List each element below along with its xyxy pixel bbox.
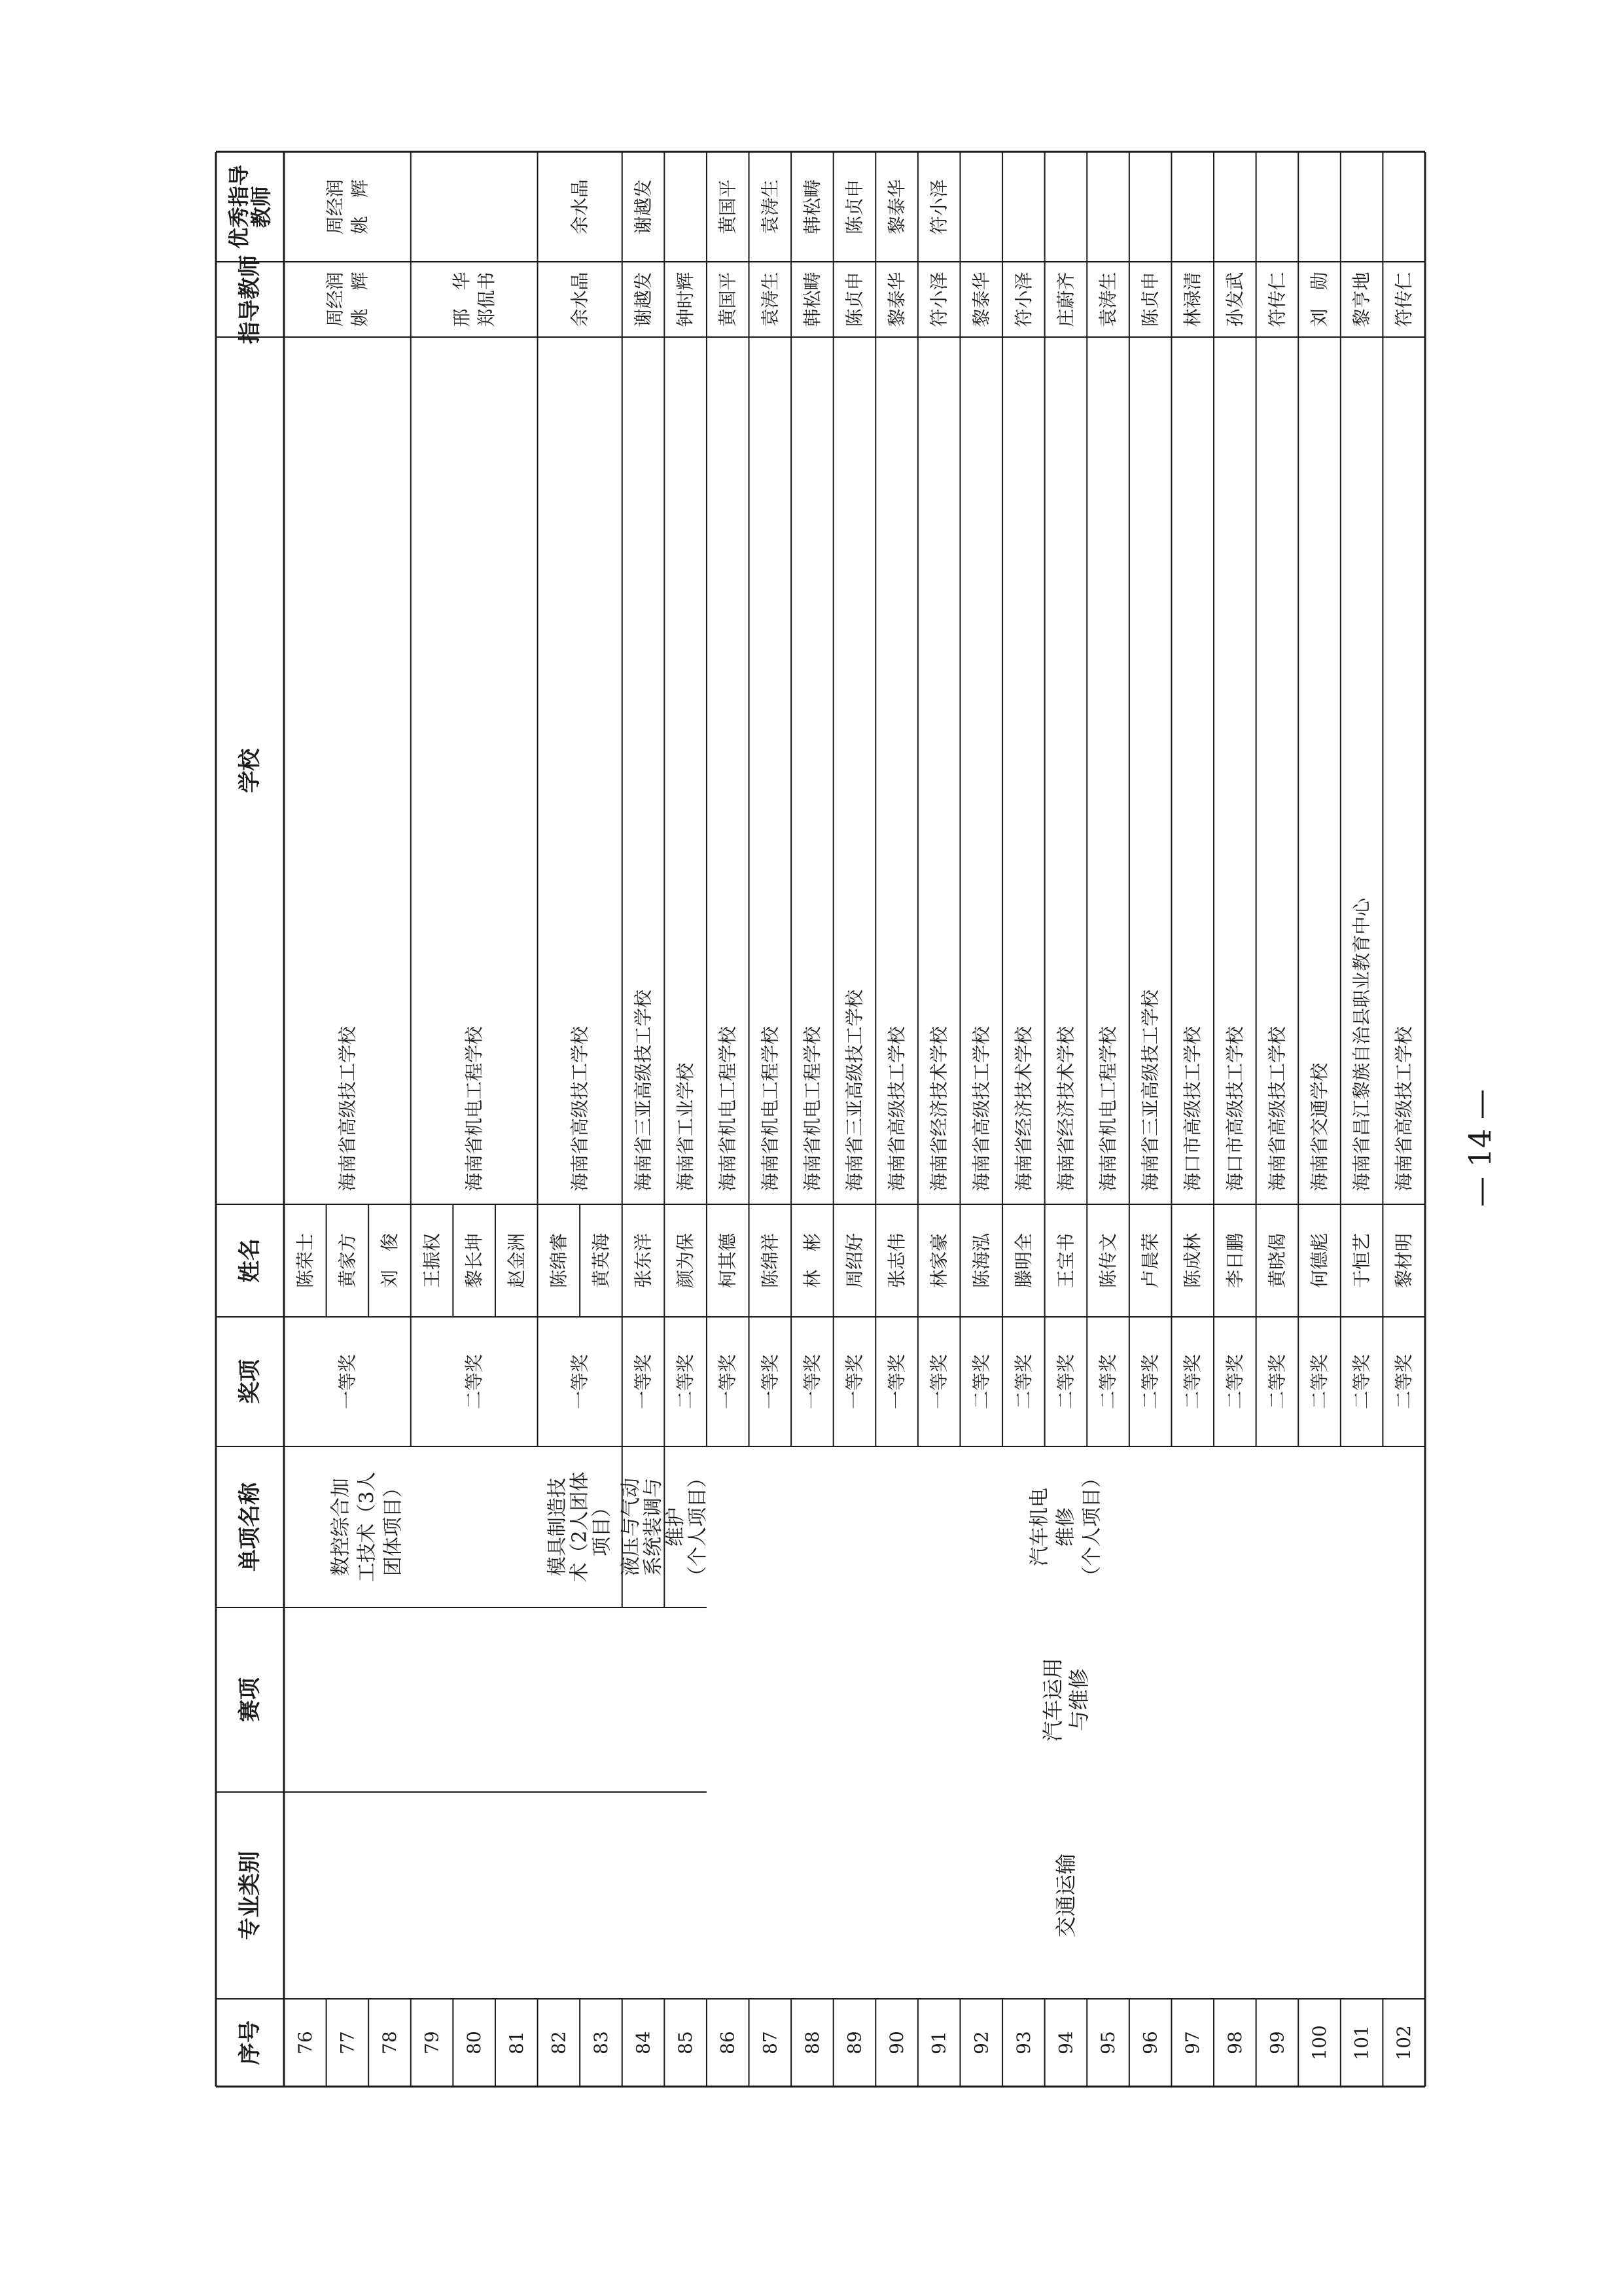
item-name-hydraulic: 维护 [663, 1507, 687, 1547]
school-name: 海南省机电工程学校 [759, 1026, 781, 1191]
item-name-hydraulic: 系统装调与 [641, 1478, 665, 1576]
team-excellent-teacher: 姚 辉 [349, 179, 371, 235]
row-number: 76 [294, 2031, 316, 2054]
award-level: 一等奖 [759, 1354, 781, 1410]
row-number: 99 [1266, 2031, 1288, 2054]
team-teacher-name: 郑侃书 [476, 272, 498, 327]
excellent-teacher-name: 袁涛生 [759, 179, 781, 235]
row-number: 77 [336, 2031, 359, 2054]
award-level: 二等奖 [1012, 1354, 1034, 1410]
contestant-name: 赵金洲 [505, 1232, 527, 1289]
teacher-name: 黎泰华 [886, 272, 908, 327]
excellent-teacher-name: 陈贞申 [843, 179, 866, 235]
row-number: 93 [1012, 2031, 1034, 2054]
school-name: 海南省交通学校 [1309, 1062, 1331, 1191]
team-excellent-teacher: 余水晶 [569, 179, 591, 235]
teacher-name: 庄蔚齐 [1055, 272, 1077, 327]
teacher-name: 韩松畴 [801, 272, 823, 327]
school-name: 海南省三亚高级技工学校 [1139, 989, 1161, 1191]
school-name: 海南省机电工程学校 [801, 1026, 823, 1191]
award-level: 二等奖 [1055, 1354, 1077, 1410]
award-level: 一等奖 [801, 1354, 823, 1410]
row-number: 81 [505, 2031, 527, 2054]
header-item: 单项名称 [237, 1482, 263, 1571]
contestant-name: 陈传文 [1097, 1232, 1120, 1289]
contestant-name: 林 彬 [801, 1232, 823, 1289]
row-number: 102 [1393, 2025, 1415, 2060]
award-level: 二等奖 [675, 1354, 697, 1410]
row-number: 100 [1309, 2025, 1331, 2060]
contestant-name: 陈荣士 [294, 1232, 316, 1289]
school-name: 海南省高级技工学校 [1266, 1026, 1288, 1191]
contestant-name: 张志伟 [886, 1232, 908, 1289]
row-number: 79 [421, 2031, 443, 2054]
teacher-name: 孙发武 [1224, 272, 1246, 327]
category-transport: 交通运输 [1053, 1853, 1078, 1938]
school-name: 海南省三亚高级技工学校 [632, 989, 654, 1191]
school-name: 海南省工业学校 [675, 1062, 697, 1191]
row-number: 85 [675, 2031, 697, 2054]
teacher-name: 黎亨地 [1350, 272, 1373, 327]
school-name: 海口市高级技工学校 [1182, 1026, 1204, 1191]
item-name-mold: 项目） [590, 1498, 614, 1556]
award-level: 一等奖 [886, 1354, 908, 1410]
team-teacher-name: 余水晶 [569, 272, 591, 327]
excellent-teacher-name: 黎泰华 [886, 179, 908, 235]
teacher-name: 符小泽 [928, 272, 950, 327]
row-number: 80 [463, 2031, 485, 2054]
header-name: 姓名 [237, 1238, 263, 1283]
school-name: 海口市高级技工学校 [1224, 1026, 1246, 1191]
school-name: 海南省经济技术学校 [1012, 1026, 1034, 1191]
team-excellent-teacher: 周经润 [324, 179, 346, 235]
item-name-auto-repair: 维修 [1054, 1507, 1078, 1547]
contestant-name: 于恒艺 [1350, 1232, 1373, 1289]
excellent-teacher-name: 韩松畴 [801, 179, 823, 235]
award-level: 二等奖 [1266, 1354, 1288, 1410]
item-name-mold: 术（2人团体 [568, 1471, 591, 1583]
team-award-level: 二等奖 [463, 1354, 485, 1410]
school-name: 海南省经济技术学校 [928, 1026, 950, 1191]
row-number: 92 [970, 2031, 993, 2054]
teacher-name: 符小泽 [1012, 272, 1034, 327]
row-number: 91 [928, 2031, 950, 2054]
award-level: 二等奖 [1097, 1354, 1120, 1410]
contestant-name: 陈成林 [1182, 1232, 1204, 1289]
award-level: 一等奖 [716, 1354, 739, 1410]
teacher-name: 陈贞申 [843, 272, 866, 327]
item-name-hydraulic: 液压与气动 [619, 1478, 643, 1576]
team-school-name: 海南省机电工程学校 [463, 1026, 485, 1191]
contestant-name: 黎长坤 [463, 1232, 485, 1289]
teacher-name: 黎泰华 [970, 272, 993, 327]
contestant-name: 王振权 [421, 1232, 443, 1289]
header-teacher: 指导教师 [237, 255, 263, 344]
contestant-name: 张东洋 [632, 1232, 654, 1289]
teacher-name: 陈贞申 [1139, 272, 1161, 327]
award-level: 二等奖 [1309, 1354, 1331, 1410]
contestant-name: 林家豪 [928, 1232, 950, 1289]
item-name-auto-repair: （个人项目） [1080, 1468, 1104, 1586]
team-school-name: 海南省高级技工学校 [569, 1026, 591, 1191]
header-award: 奖项 [237, 1359, 263, 1404]
school-name: 海南省经济技术学校 [1055, 1026, 1077, 1191]
event-auto-use-repair: 与维修 [1066, 1668, 1091, 1732]
teacher-name: 符传仁 [1266, 272, 1288, 327]
row-number: 83 [590, 2031, 612, 2054]
row-number: 96 [1139, 2031, 1161, 2054]
school-name: 海南省高级技工学校 [970, 1026, 993, 1191]
team-school-name: 海南省高级技工学校 [336, 1026, 359, 1191]
item-name-cnc: 团体项目） [381, 1478, 405, 1576]
contestant-name: 卢晨荣 [1139, 1232, 1161, 1289]
row-number: 98 [1224, 2031, 1246, 2054]
row-number: 78 [378, 2031, 400, 2054]
contestant-name: 滕明全 [1012, 1232, 1034, 1289]
contestant-name: 陈海泓 [970, 1232, 993, 1289]
contestant-name: 周绍好 [843, 1232, 866, 1289]
award-level: 二等奖 [1393, 1354, 1415, 1410]
header-excellent-teacher: 优秀指导 [226, 164, 251, 249]
contestant-name: 刘 俊 [378, 1232, 400, 1289]
team-award-level: 一等奖 [336, 1354, 359, 1410]
teacher-name: 袁涛生 [1097, 272, 1120, 327]
row-number: 82 [548, 2031, 570, 2054]
team-teacher-name: 邢 华 [451, 272, 473, 327]
row-number: 89 [843, 2031, 866, 2054]
school-name: 海南省机电工程学校 [1097, 1026, 1120, 1191]
school-name: 海南省高级技工学校 [1393, 1026, 1415, 1191]
row-number: 88 [801, 2031, 823, 2054]
row-number: 97 [1182, 2031, 1204, 2054]
award-level: 一等奖 [843, 1354, 866, 1410]
teacher-name: 钟时辉 [675, 272, 697, 327]
row-number: 94 [1055, 2031, 1077, 2054]
row-number: 95 [1097, 2031, 1120, 2054]
contestant-name: 陈绵祥 [759, 1232, 781, 1289]
contestant-name: 柯其德 [716, 1232, 739, 1289]
header-event: 赛项 [237, 1677, 263, 1722]
row-number: 101 [1350, 2025, 1373, 2060]
teacher-name: 谢越发 [632, 272, 654, 327]
header-excellent-teacher: 教师 [249, 185, 274, 228]
teacher-name: 黄国平 [716, 272, 739, 327]
award-level: 二等奖 [1182, 1354, 1204, 1410]
item-name-cnc: 工技术（3人 [355, 1471, 379, 1583]
school-name: 海南省机电工程学校 [716, 1026, 739, 1191]
school-name: 海南省三亚高级技工学校 [843, 989, 866, 1191]
excellent-teacher-name: 黄国平 [716, 179, 739, 235]
row-number: 86 [716, 2031, 739, 2054]
teacher-name: 刘 勋 [1309, 272, 1331, 327]
row-number: 87 [759, 2031, 781, 2054]
item-name-cnc: 数控综合加 [329, 1478, 353, 1576]
teacher-name: 袁涛生 [759, 272, 781, 327]
team-teacher-name: 姚 辉 [349, 272, 371, 327]
teacher-name: 林禄清 [1182, 272, 1204, 327]
row-number: 90 [886, 2031, 908, 2054]
header-category: 专业类别 [237, 1851, 263, 1940]
team-award-level: 一等奖 [569, 1354, 591, 1410]
header-school: 学校 [237, 748, 263, 793]
award-level: 一等奖 [928, 1354, 950, 1410]
item-name-auto-repair: 汽车机电 [1028, 1488, 1051, 1566]
item-name-mold: 模具制造技 [546, 1478, 569, 1576]
contestant-name: 颜为保 [675, 1232, 697, 1289]
award-level: 二等奖 [970, 1354, 993, 1410]
excellent-teacher-name: 谢越发 [632, 179, 654, 235]
contestant-name: 黎材明 [1393, 1232, 1415, 1289]
award-level: 二等奖 [1350, 1354, 1373, 1410]
award-level: 二等奖 [1139, 1354, 1161, 1410]
contestant-name: 黄家方 [336, 1232, 359, 1289]
team-teacher-name: 周经润 [324, 272, 346, 327]
contestant-name: 王宝书 [1055, 1232, 1077, 1289]
item-name-hydraulic: （个人项目） [686, 1468, 709, 1586]
contestant-name: 黄晓偈 [1266, 1232, 1288, 1289]
contestant-name: 黄英海 [590, 1232, 612, 1289]
award-level: 一等奖 [632, 1354, 654, 1410]
header-no: 序号 [237, 2020, 263, 2065]
award-level: 二等奖 [1224, 1354, 1246, 1410]
contestant-name: 何德彪 [1309, 1232, 1331, 1289]
event-auto-use-repair: 汽车运用 [1040, 1657, 1065, 1742]
excellent-teacher-name: 符小泽 [928, 179, 950, 235]
page-number: — 14 — [1462, 1089, 1498, 1207]
contestant-name: 李日鹏 [1224, 1232, 1246, 1289]
school-name: 海南省高级技工学校 [886, 1026, 908, 1191]
teacher-name: 符传仁 [1393, 272, 1415, 327]
school-name: 海南省昌江黎族自治县职业教育中心 [1350, 897, 1373, 1191]
row-number: 84 [632, 2031, 654, 2054]
contestant-name: 陈绵睿 [548, 1232, 570, 1289]
